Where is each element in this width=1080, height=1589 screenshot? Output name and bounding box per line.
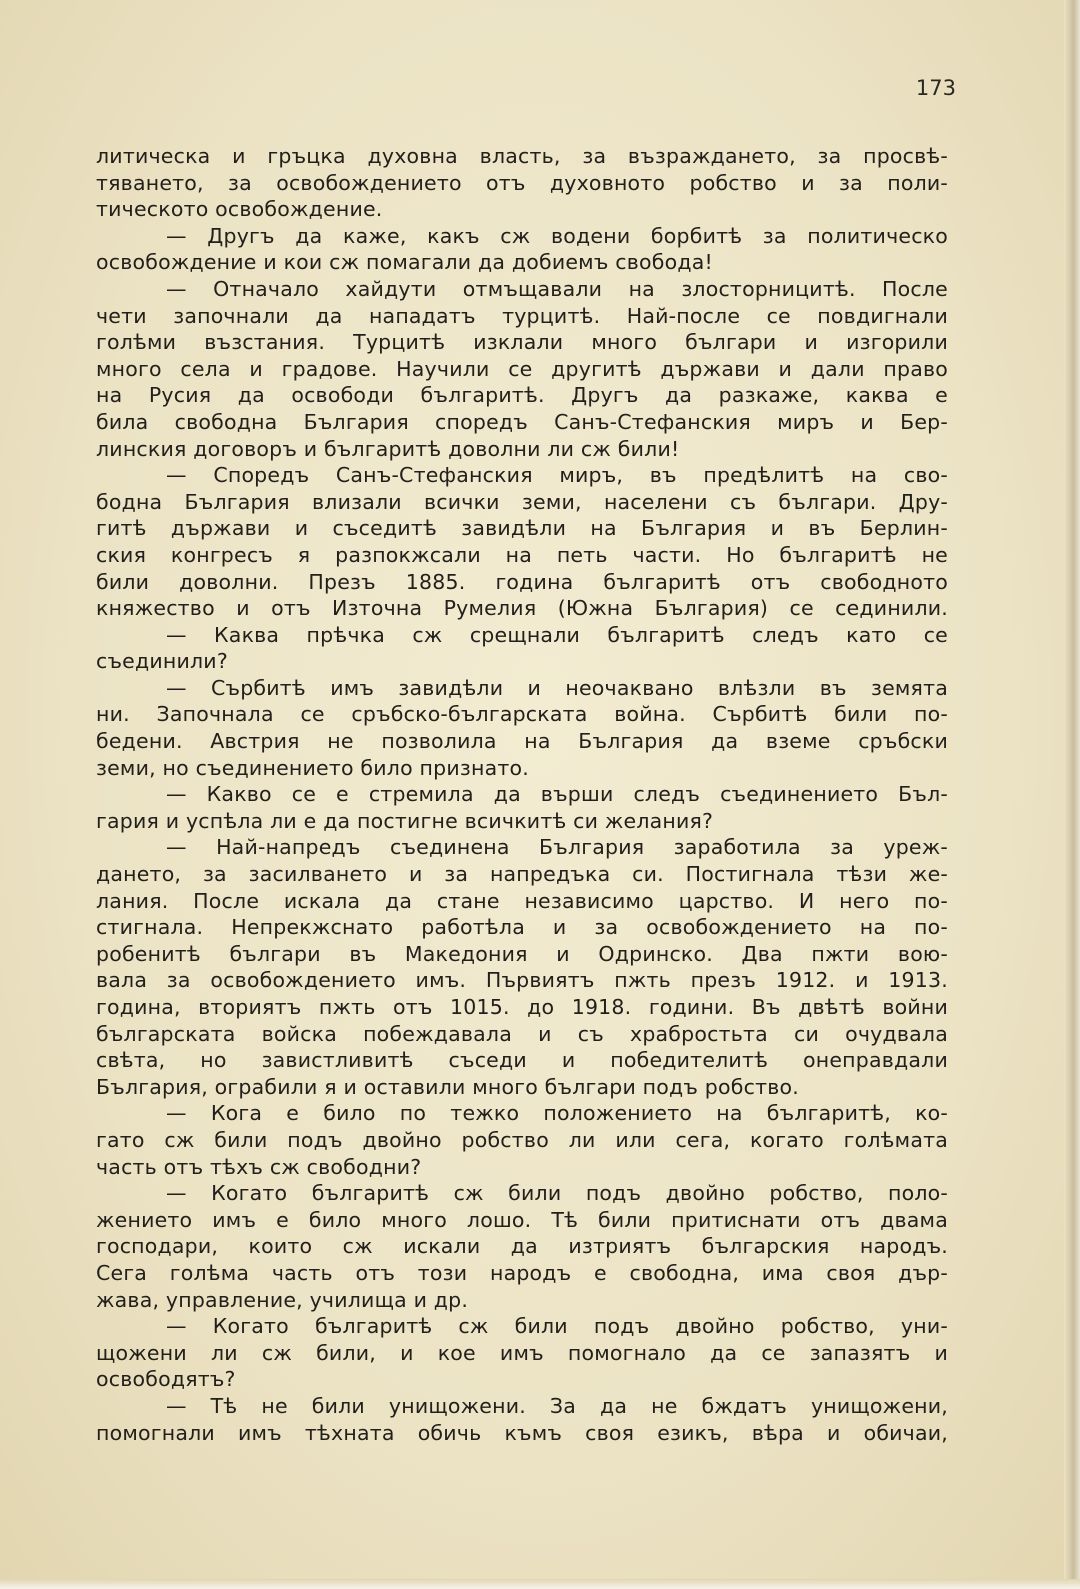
body-text [96, 143, 948, 1446]
paragraph-first-line: — Отначало хайдути отмъщавали на злосторницитѣ. После [166, 276, 948, 301]
text-line: на Русия да освободи българитѣ. Другъ да разкаже, каква е [96, 383, 948, 408]
paragraph-first-line: — Тѣ не били унищожени. За да не бждатъ унищожени, [166, 1393, 948, 1418]
text-line: ския конгресъ я разпокжсали на петь части. Но българитѣ не [96, 542, 948, 567]
text-line: била свободна България споредъ Санъ-Стефанския миръ и Бер- [96, 409, 948, 434]
text-line: съединили? [96, 649, 228, 674]
text-line: вала за освобождението имъ. Първиятъ пжть презъ 1912. и 1913. [96, 968, 948, 993]
page-number: 173 [915, 76, 956, 100]
text-line: ни. Започнала се сръбско-българската война. Сърбитѣ били по- [96, 702, 948, 727]
text-line: бедени. Австрия не позволила на България да вземе сръбски [96, 729, 948, 754]
paragraph-first-line: — Другъ да каже, какъ сж водени борбитѣ за политическо [166, 223, 948, 248]
text-line: помогнали имъ тѣхната обичь къмъ своя езикъ, вѣра и обичаи, [96, 1420, 948, 1445]
text-line: жава, управление, училища и др. [96, 1287, 469, 1312]
page-edge-right [1064, 0, 1080, 1589]
text-line: жението имъ е било много лошо. Тѣ били притиснати отъ двама [96, 1207, 948, 1232]
text-line: освобождение и кои сж помагали да добиемъ свобода! [96, 250, 713, 275]
text-line: земи, но съединението било признато. [96, 755, 529, 780]
text-line: стигнала. Непрекжснато работѣла и за освобождението на по- [96, 915, 948, 940]
text-line: българската войска побеждавала и съ храбростьта си очудвала [96, 1021, 948, 1046]
text-line: лания. После искала да стане независимо царство. И него по- [96, 888, 948, 913]
page-edge-bottom [0, 1579, 1080, 1589]
text-line: тическото освобождение. [96, 197, 383, 222]
text-line: освободятъ? [96, 1367, 236, 1392]
text-line: господари, които сж искали да изтриятъ българския народъ. [96, 1234, 948, 1259]
paragraph-first-line: — Сърбитѣ имъ завидѣли и неочаквано влѣзли въ земята [166, 675, 948, 700]
text-line: голѣми възстания. Турцитѣ изклали много българи и изгорили [96, 330, 948, 355]
text-line: година, вториятъ пжть отъ 1015. до 1918. години. Въ двѣтѣ войни [96, 995, 948, 1019]
paragraph-first-line: — Когато българитѣ сж били подъ двойно робство, поло- [166, 1181, 948, 1206]
paragraph-first-line: — Най-напредъ съединена България заработила за уреж- [166, 835, 948, 860]
text-line: княжество и отъ Източна Румелия (Южна България) се сединили. [96, 596, 948, 621]
text-line: гитѣ държави и съседитѣ завидѣли на България и въ Берлин- [96, 516, 948, 541]
text-line: били доволни. Презъ 1885. година българитѣ отъ свободното [96, 569, 948, 594]
paragraph-first-line: — Каква прѣчка сж срещнали българитѣ следъ като се [166, 622, 948, 647]
text-line: Сега голѣма часть отъ този народъ е свободна, има своя дър- [96, 1260, 948, 1285]
text-line: линския договоръ и българитѣ доволни ли сж били! [96, 436, 680, 461]
text-line: гария и успѣла ли е да постигне всичкитѣ си желания? [96, 808, 714, 833]
text-line: бодна България влизали всички земи, населени съ българи. Дру- [96, 489, 948, 514]
text-line: гато сж били подъ двойно робство ли или сега, когато голѣмата [96, 1127, 948, 1152]
text-line: свѣта, но завистливитѣ съседи и победителитѣ онеправдали [96, 1048, 948, 1073]
paragraph-first-line: — Когато българитѣ сж били подъ двойно робство, уни- [166, 1314, 948, 1339]
text-line: дането, за засилването и за напредъка си. Постигнала тѣзи же- [96, 862, 948, 887]
text-line: България, ограбили я и оставили много българи подъ робство. [96, 1074, 799, 1099]
paragraph-first-line: — Какво се е стремила да върши следъ съединението Бъл- [166, 782, 948, 807]
text-line: робенитѣ българи въ Македония и Одринско. Два пжти вою- [96, 941, 948, 966]
text-line: литическа и гръцка духовна власть, за възраждането, за просвѣ- [96, 144, 948, 168]
text-line: много села и градове. Научили се другитѣ държави и дали право [96, 356, 948, 381]
text-line: щожени ли сж били, и кое имъ помогнало да се запазятъ и [96, 1340, 948, 1365]
text-line: тяването, за освобождението отъ духовното робство и за поли- [96, 170, 948, 195]
paragraph-first-line: — Кога е било по тежко положението на българитѣ, ко- [166, 1101, 948, 1126]
paragraph-first-line: — Споредъ Санъ-Стефанския миръ, въ предѣлитѣ на сво- [166, 463, 948, 488]
text-line: чети започнали да нападатъ турцитѣ. Най-после се повдигнали [96, 303, 948, 328]
text-line: часть отъ тѣхъ сж свободни? [96, 1154, 422, 1179]
